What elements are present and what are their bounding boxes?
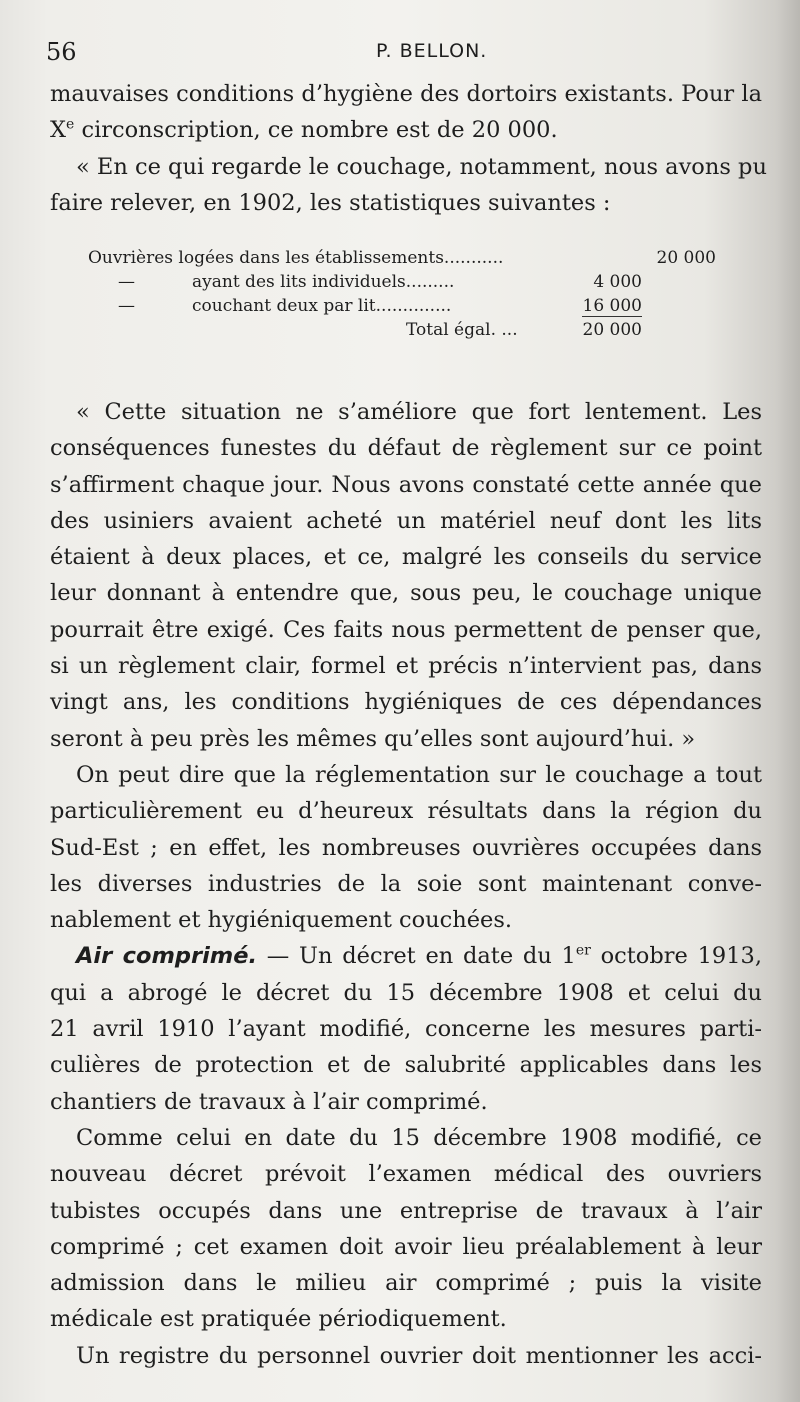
text-line: pourrait être exigé. Ces faits nous permettent de penser que, — [50, 616, 762, 643]
text-line: faire relever, en 1902, les statistiques suivantes : — [50, 189, 611, 216]
page-header — [46, 38, 752, 68]
table-row — [88, 294, 728, 318]
sum-rule — [582, 316, 642, 317]
table-label: couchant deux par lit.............. — [192, 296, 452, 316]
text-line: « Cette situation ne s’améliore que fort lentement. Les — [76, 399, 762, 425]
text-line: chantiers de travaux à l’air comprimé. — [50, 1088, 488, 1115]
text-line: admission dans le milieu air comprimé ; puis la visite — [50, 1270, 762, 1297]
table-row — [88, 318, 728, 342]
text-line: « En ce qui regarde le couchage, notamment, nous avons pu — [76, 153, 767, 180]
text-block-top — [50, 76, 767, 221]
text-line: des usiniers avaient acheté un matériel neuf dont les lits — [50, 507, 762, 534]
text-line: On peut dire que la réglementation sur le couchage a tout — [76, 761, 762, 788]
text-line: Un registre du personnel ouvrier doit mentionner les acci- — [76, 1342, 762, 1369]
table-value: 4 000 — [593, 272, 642, 292]
text-fragment: circonscription, ce nombre est de 20 000. — [74, 117, 558, 144]
table-dash: — — [118, 272, 135, 292]
text-line: tubistes occupés dans une entreprise de travaux à l’air — [50, 1197, 762, 1224]
text-fragment: — Un décret en date du 1 — [257, 943, 576, 970]
table-row — [88, 270, 728, 294]
text-line — [50, 938, 762, 974]
text-line: Sud-Est ; en effet, les nombreuses ouvrières occupées dans — [50, 834, 762, 861]
text-line: conséquences funestes du défaut de règlement sur ce point — [50, 435, 762, 462]
text-fragment: octobre 1913, — [590, 943, 762, 970]
table-value: 20 000 — [656, 248, 716, 268]
text-block-main — [50, 394, 762, 1374]
table-label: Total égal. ... — [406, 320, 518, 340]
text-line: nablement et hygiéniquement couchées. — [50, 907, 513, 934]
superscript: e — [66, 116, 75, 133]
text-line: mauvaises conditions d’hygiène des dortoirs existants. Pour la — [50, 81, 762, 107]
page-number: 56 — [46, 38, 77, 66]
text-line: seront à peu près les mêmes qu’elles sont aujourd’hui. » — [50, 725, 696, 752]
table-dash: — — [118, 296, 135, 316]
running-head: P. BELLON. — [376, 40, 488, 62]
table-label: ayant des lits individuels......... — [192, 272, 455, 292]
text-line: les diverses industries de la soie sont maintenant conve- — [50, 870, 762, 897]
text-line: 21 avril 1910 l’ayant modifié, concerne les mesures parti- — [50, 1016, 762, 1043]
text-line: particulièrement eu d’heureux résultats dans la région du — [50, 798, 762, 825]
text-line: s’affirment chaque jour. Nous avons constaté cette année que — [50, 471, 762, 498]
section-heading: Air comprimé. — [76, 943, 258, 970]
text-line: étaient à deux places, et ce, malgré les conseils du service — [50, 544, 762, 571]
text-line: qui a abrogé le décret du 15 décembre 1908 et celui du — [50, 979, 762, 1006]
text-line: si un règlement clair, formel et précis n’intervient pas, dans — [50, 653, 762, 680]
superscript: er — [575, 942, 591, 959]
statistics-table — [88, 246, 728, 342]
text-line: leur donnant à entendre que, sous peu, le couchage unique — [50, 580, 762, 607]
text-line: vingt ans, les conditions hygiéniques de ces dépendances — [50, 689, 762, 716]
table-row — [88, 246, 728, 270]
table-label: Ouvrières logées dans les établissements........... — [88, 248, 504, 268]
text-line: Comme celui en date du 15 décembre 1908 modifié, ce — [76, 1124, 762, 1151]
text-line: nouveau décret prévoit l’examen médical des ouvriers — [50, 1161, 762, 1188]
text-line — [50, 112, 762, 148]
table-value: 16 000 — [582, 296, 642, 316]
text-line: culières de protection et de salubrité applicables dans les — [50, 1052, 762, 1079]
text-line: médicale est pratiquée périodiquement. — [50, 1306, 507, 1333]
table-value: 20 000 — [582, 320, 642, 340]
text-line: comprimé ; cet examen doit avoir lieu préalablement à leur — [50, 1233, 762, 1260]
roman-numeral: X — [50, 117, 67, 144]
